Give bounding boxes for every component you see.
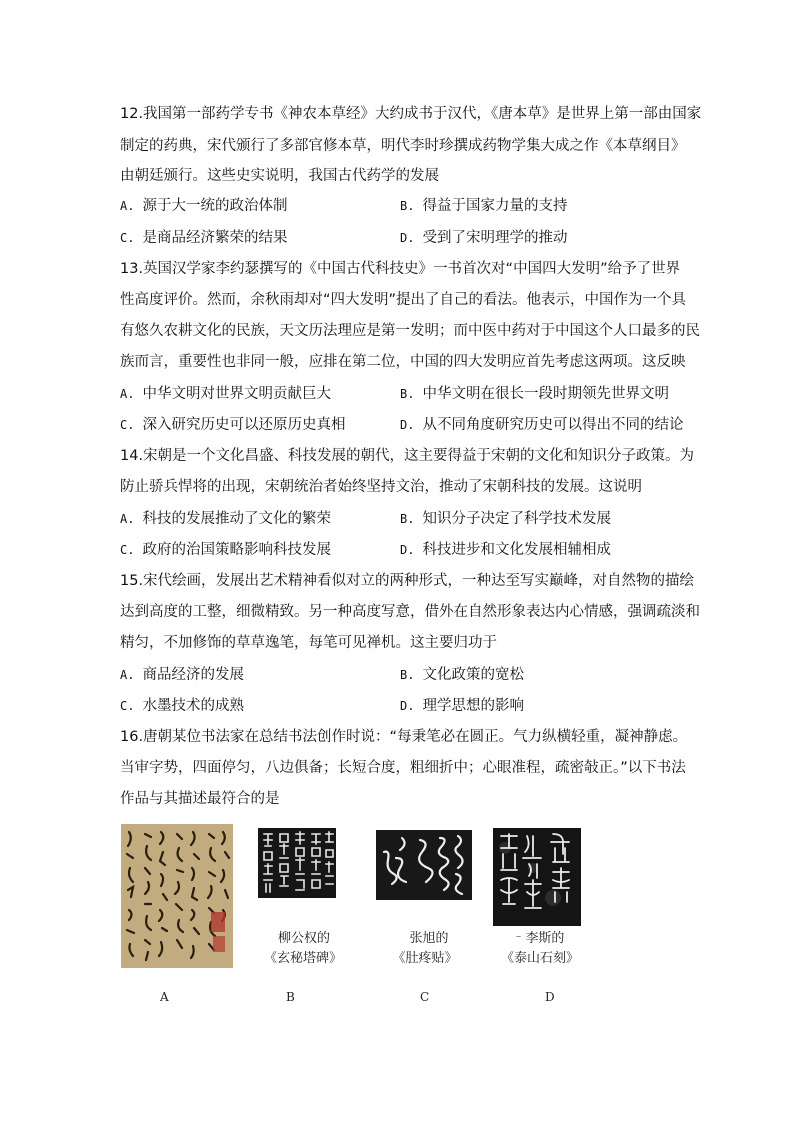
option-c: C. 是商品经济繁荣的结果 xyxy=(120,230,288,246)
option-label-a: A xyxy=(160,990,169,1004)
option-d: D. 科技进步和文化发展相辅相成 xyxy=(400,542,611,558)
option-b: B. 得益于国家力量的支持 xyxy=(400,198,568,214)
question-text-line: 性高度评价。然而，余秋雨却对“四大发明”提出了自己的看法。他表示，中国作为一个具 xyxy=(120,292,687,308)
rubbing-regular-script-image xyxy=(258,828,336,898)
caption-title-d: 《泰山石刻》 xyxy=(500,951,579,966)
option-b: B. 知识分子决定了科学技术发展 xyxy=(400,511,611,527)
caption-author-b: 柳公权的 xyxy=(277,931,330,946)
option-b: B. 中华文明在很长一段时期领先世界文明 xyxy=(400,386,669,402)
option-label-c: C xyxy=(420,990,430,1004)
question-text-line: 达到高度的工整，细微精致。另一种高度写意，借外在自然形象表达内心情感，强调疏淡和 xyxy=(120,604,700,620)
question-text-line: 当审字势，四面停匀，八边俱备；长短合度，粗细折中；心眼准程，疏密敧正。”以下书法 xyxy=(120,760,686,776)
question-text-line: 14.宋朝是一个文化昌盛、科技发展的朝代，这主要得益于宋朝的文化和知识分子政策。为 xyxy=(120,448,695,464)
option-d: D. 理学思想的影响 xyxy=(400,698,524,714)
option-b: B. 文化政策的宽松 xyxy=(400,667,524,683)
question-text-line: 13.英国汉学家李约瑟撰写的《中国古代科技史》一书首次对“中国四大发明”给予了世界 xyxy=(120,261,681,277)
question-text-line: 由朝廷颁行。这些史实说明，我国古代药学的发展 xyxy=(120,168,439,184)
question-text-line: 制定的药典，宋代颁行了多部官修本草，明代李时珍撰成药物学集大成之作《本草纲目》 xyxy=(120,138,686,154)
option-d: D. 受到了宋明理学的推动 xyxy=(400,230,568,246)
option-c: C. 水墨技术的成熟 xyxy=(120,698,244,714)
option-label-d: D xyxy=(545,990,555,1004)
option-a: A. 科技的发展推动了文化的繁荣 xyxy=(120,511,331,527)
question-text-line: 16.唐朝某位书法家在总结书法创作时说：“每秉笔必在圆正。气力纵横轻重，凝神静虑。 xyxy=(120,729,688,745)
rubbing-cursive-script-image xyxy=(376,830,472,900)
question-text-line: 有悠久农耕文化的民族，天文历法理应是第一发明；而中医中药对于中国这个人口最多的民 xyxy=(120,323,700,339)
caption-author-c: 张旭的 xyxy=(409,931,449,946)
question-text-line: 精匀，不加修饰的草草逸笔，每笔可见禅机。这主要归功于 xyxy=(120,635,497,651)
calligraphy-scroll-image xyxy=(121,824,233,968)
question-text-line: 防止骄兵悍将的出现，宋朝统治者始终坚持文治，推动了宋朝科技的发展。这说明 xyxy=(120,479,642,495)
option-label-b: B xyxy=(286,990,295,1004)
option-d: D. 从不同角度研究历史可以得出不同的结论 xyxy=(400,417,684,433)
option-c: C. 政府的治国策略影响科技发展 xyxy=(120,542,331,558)
question-text-line: 作品与其描述最符合的是 xyxy=(120,791,280,807)
option-a: A. 商品经济的发展 xyxy=(120,667,244,683)
caption-author-d: ⁻ 李斯的 xyxy=(515,931,565,946)
option-a: A. 源于大一统的政治体制 xyxy=(120,198,288,214)
caption-title-c: 《肚疼贴》 xyxy=(392,951,458,966)
question-text-line: 12.我国第一部药学专书《神农本草经》大约成书于汉代，《唐本草》是世界上第一部由国家 xyxy=(120,106,702,122)
question-text-line: 15.宋代绘画，发展出艺术精神看似对立的两种形式，一种达至写实巅峰，对自然物的描绘 xyxy=(120,573,695,589)
option-c: C. 深入研究历史可以还原历史真相 xyxy=(120,417,346,433)
caption-title-b: 《玄秘塔碑》 xyxy=(263,951,342,966)
option-a: A. 中华文明对世界文明贡献巨大 xyxy=(120,386,331,402)
rubbing-seal-script-image xyxy=(493,828,581,926)
question-text-line: 族而言，重要性也非同一般，应排在第二位，中国的四大发明应首先考虑这两项。这反映 xyxy=(120,354,686,370)
